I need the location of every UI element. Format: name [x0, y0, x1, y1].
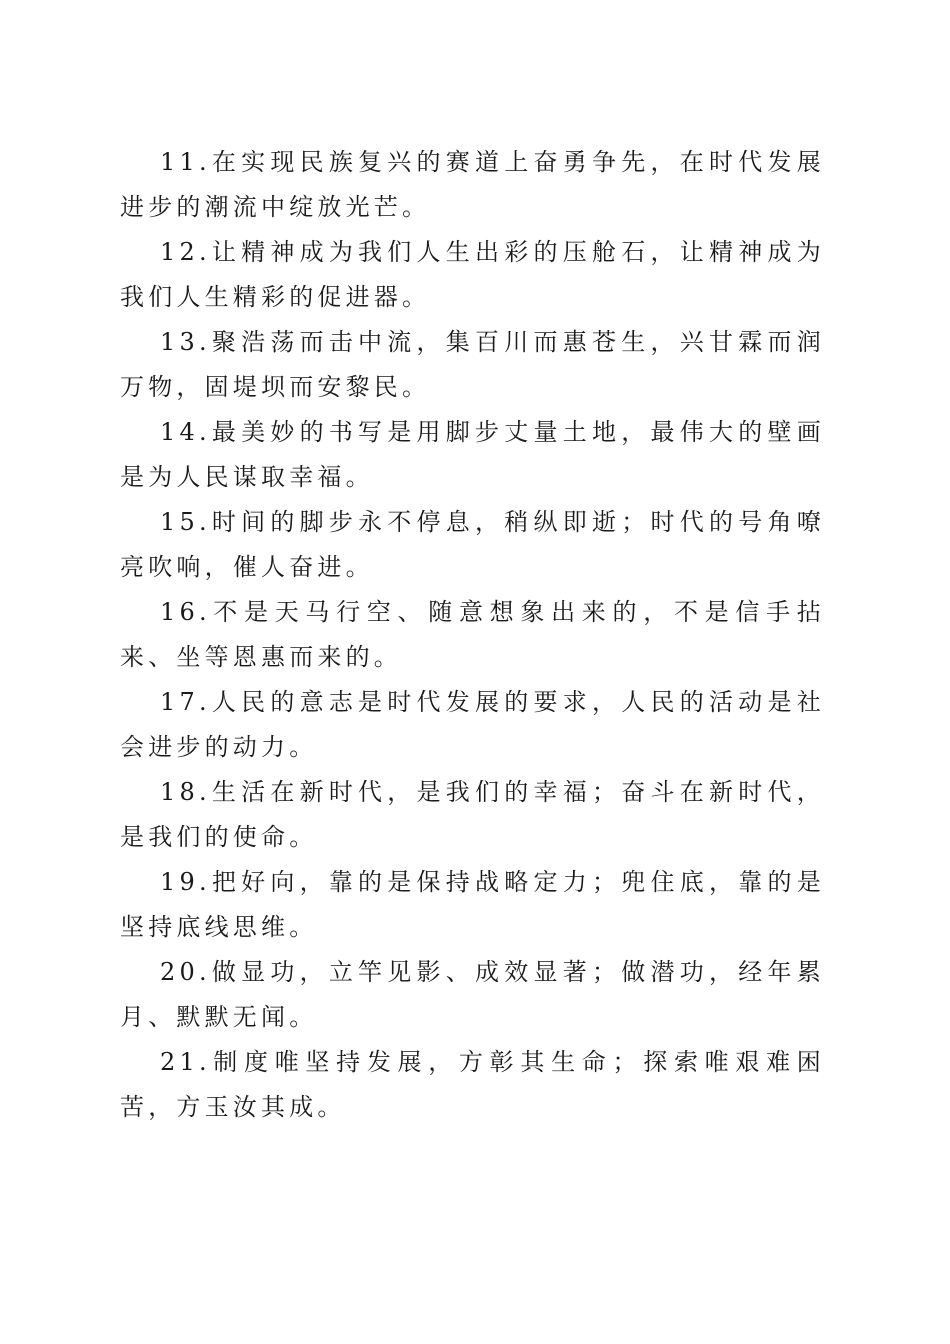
paragraph-item-13: 13.聚浩荡而击中流，集百川而惠苍生，兴甘霖而润万物，固堤坝而安黎民。 — [120, 328, 825, 401]
paragraph-item-11: 11.在实现民族复兴的赛道上奋勇争先，在时代发展进步的潮流中绽放光芒。 — [120, 148, 825, 221]
paragraph-item-19: 19.把好向，靠的是保持战略定力；兜住底，靠的是坚持底线思维。 — [120, 868, 825, 941]
paragraph-item-12: 12.让精神成为我们人生出彩的压舱石，让精神成为我们人生精彩的促进器。 — [120, 238, 825, 311]
paragraph-item-18: 18.生活在新时代，是我们的幸福；奋斗在新时代，是我们的使命。 — [120, 778, 825, 851]
paragraph-item-15: 15.时间的脚步永不停息，稍纵即逝；时代的号角嘹亮吹响，催人奋进。 — [120, 508, 825, 581]
paragraph-item-21: 21.制度唯坚持发展，方彰其生命；探索唯艰难困苦，方玉汝其成。 — [120, 1048, 825, 1121]
paragraph-item-20: 20.做显功，立竿见影、成效显著；做潜功，经年累月、默默无闻。 — [120, 958, 825, 1031]
paragraph-item-17: 17.人民的意志是时代发展的要求，人民的活动是社会进步的动力。 — [120, 688, 825, 761]
paragraph-item-14: 14.最美妙的书写是用脚步丈量土地，最伟大的壁画是为人民谋取幸福。 — [120, 418, 825, 491]
document-body — [120, 140, 825, 1130]
paragraph-item-16: 16.不是天马行空、随意想象出来的，不是信手拈来、坐等恩惠而来的。 — [120, 598, 825, 671]
